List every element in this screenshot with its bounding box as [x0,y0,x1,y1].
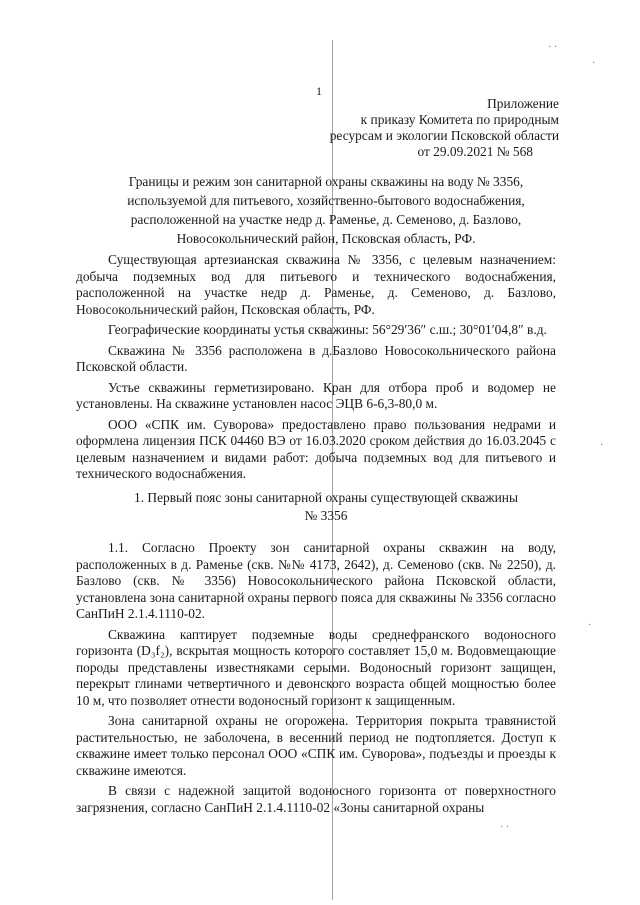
paragraph: В связи с надежной защитой водоносного горизонта от поверхностного загрязнения, согласно СанПиН 2.1.4.1110-02 «Зоны санитарной охраны [76,783,556,815]
scan-noise: · [600,440,604,451]
title-line: Новосокольнический район, Псковская область, РФ. [176,231,476,246]
annex-header [299,96,559,160]
annex-line: ресурсам и экологии Псковской области [329,128,559,143]
paragraph: Скважина № 3356 расположена в д.Базлово Новосокольнического района Псковской области. [76,342,556,374]
paragraph: Скважина каптирует подземные воды среднефранского водоносного горизонта (D₃f₂), вскрытая мощность которого составляет 15,0 м. Водовмещающие породы представлены известняками серыми. Водоносный горизонт защищен, перекрыт глинами четвертичного и девонского возраста общей мощностью более 10 м, что позволяет отнести водоносный горизонт к защищенным. [76,626,556,708]
title-line: расположенной на участке недр д. Раменье, д. Семеново, д. Базлово, [130,212,522,227]
annex-title: Приложение [487,96,559,111]
section-heading-line: № 3356 [304,508,348,523]
section-1-body [76,540,556,820]
paragraph: Зона санитарной охраны не огорожена. Территория покрыта травянистой растительностью, не заболочена, в весенний период не подтопляется. Доступ к скважине имеет только персонал ООО «СПК им. Суворова», подъезды и проезды к скважине имеются. [76,713,556,778]
paragraph: Географические координаты устья скважины: 56°29′36″ с.ш.; 30°01′04,8″ в.д. [108,322,547,337]
paragraph: Существующая артезианская скважина № 3356, с целевым назначением: добыча подземных вод для питьевого и технического водоснабжения, расположенной на участке недр д. Раменье, д. Семеново, д. Базлово, Новосокольнический район, Псковская область, РФ. [76,252,556,317]
annex-date: от 29.09.2021 № 568 [417,144,533,159]
title-line: используемой для питьевого, хозяйственно-бытового водоснабжения, [127,193,525,208]
annex-line: к приказу Комитета по природным [360,112,559,127]
title-line: Границы и режим зон санитарной охраны скважины на воду № 3356, [128,174,524,189]
scan-noise: · · [548,42,558,53]
scan-noise: · [588,620,592,631]
section-heading-line: 1. Первый пояс зоны санитарной охраны существующей скважины [134,490,518,505]
scan-noise: · [592,58,596,69]
document-title [76,172,576,248]
page-number: 1 [316,84,322,98]
paragraph: Устье скважины герметизировано. Кран для отбора проб и водомер не установлены. На скважине установлен насос ЭЦВ 6-6,3-80,0 м. [76,379,556,411]
paragraph: 1.1. Согласно Проекту зон санитарной охраны скважин на воду, расположенных в д. Раменье (скв. №№ 4173, 2642), д. Семеново (скв. № 2250), д. Базлово (скв. № 3356) Новосокольнического района Псковской области, установлена зона санитарной охраны первого пояса для скважины № 3356 согласно СанПиН 2.1.4.1110-02. [76,540,556,621]
section-heading [76,489,576,525]
paragraph: ООО «СПК им. Суворова» предоставлено право пользования недрами и оформлена лицензия ПСК 04460 ВЭ от 16.03.2020 сроком действия до 16.03.2045 с целевым назначением и видами работ: добыча подземных вод для питьевого и технического водоснабжения. [76,416,556,481]
intro-section [76,252,556,487]
scan-noise: · · [500,822,510,833]
